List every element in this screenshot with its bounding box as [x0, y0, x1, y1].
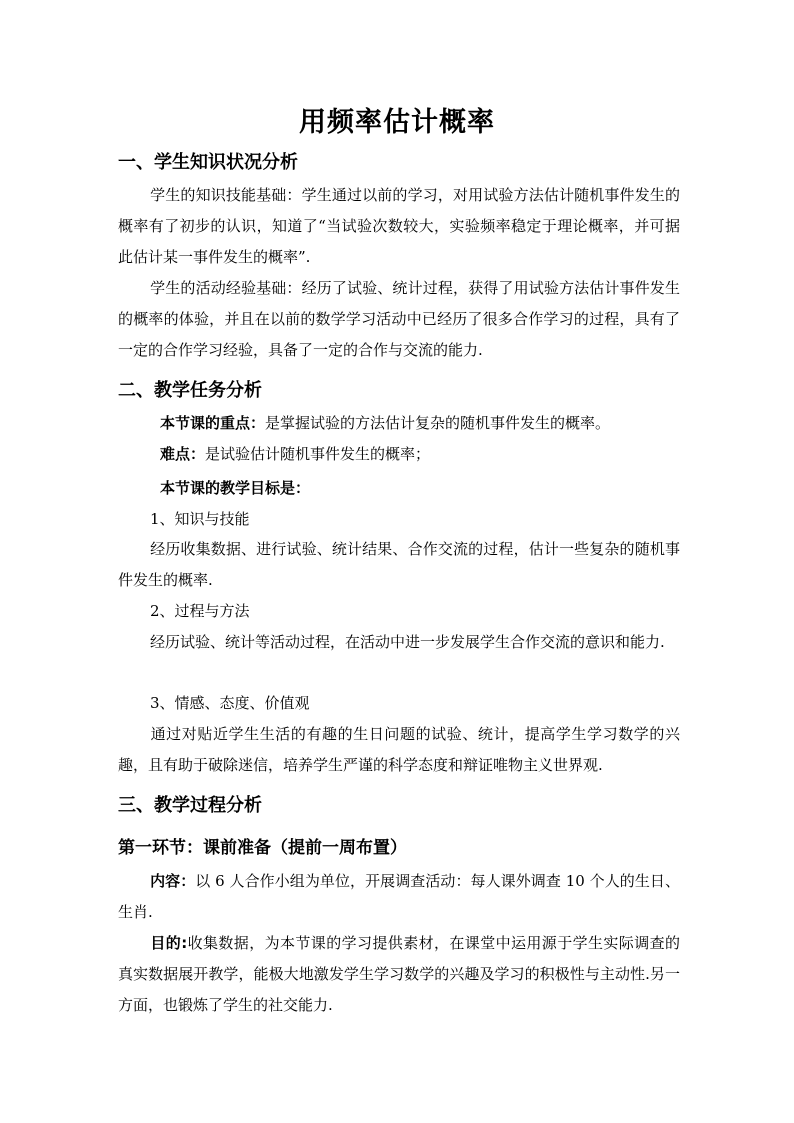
difficulty-label: 难点： — [160, 445, 206, 463]
paragraph-knowledge-skills — [118, 180, 680, 273]
purpose-text: 收集数据，为本节课的学习提供素材，在课堂中运用源于学生实际调查的真实数据展开教学，能极大地激发学生学习数学的兴趣及学习的积极性与主动性.另一方面，也锻炼了学生的社交能力. — [118, 934, 680, 1014]
content-text: 以 6 人合作小组为单位，开展调查活动：每人课外调查 10 个人的生日、生肖. — [118, 872, 680, 921]
goal-2-text — [118, 627, 680, 658]
content-label: 内容： — [150, 872, 196, 890]
purpose-paragraph — [118, 928, 680, 1021]
difficulty-text: 是试验估计随机事件发生的概率； — [205, 445, 431, 463]
goal-1-text — [118, 534, 680, 596]
difficulty-line — [160, 442, 722, 466]
focus-text: 是掌握试验的方法估计复杂的随机事件发生的概率。 — [265, 414, 611, 432]
paragraph-activity-experience — [118, 273, 680, 366]
section-heading-task: 二、教学任务分析 — [118, 380, 262, 401]
content-paragraph — [118, 866, 680, 928]
goals-label: 本节课的教学目标是： — [160, 479, 311, 497]
goal-3-text — [118, 719, 680, 781]
section-heading-knowledge: 一、学生知识状况分析 — [118, 152, 298, 173]
paragraph-text: 通过对贴近学生生活的有趣的生日问题的试验、统计，提高学生学习数学的兴趣，且有助于破除迷信，培养学生严谨的科学态度和辩证唯物主义世界观. — [118, 725, 680, 774]
section-heading-process: 三、教学过程分析 — [118, 795, 262, 816]
paragraph-text: 学生的活动经验基础：经历了试验、统计过程，获得了用试验方法估计事件发生的概率的体验，并且在以前的数学学习活动中已经历了很多合作学习的过程，具有了一定的合作学习经验，具备了一定的合作与交流的能力. — [118, 279, 680, 359]
paragraph-text: 经历收集数据、进行试验、统计结果、合作交流的过程，估计一些复杂的随机事件发生的概率. — [118, 540, 680, 589]
focus-line — [160, 411, 722, 435]
paragraph-text: 经历试验、统计等活动过程，在活动中进一步发展学生合作交流的意识和能力. — [150, 633, 665, 651]
purpose-label: 目的: — [150, 934, 188, 952]
goal-1-title: 1、知识与技能 — [150, 510, 250, 528]
paragraph-text: 学生的知识技能基础：学生通过以前的学习，对用试验方法估计随机事件发生的概率有了初步的认识，知道了“当试验次数较大，实验频率稳定于理论概率，并可据此估计某一事件发生的概率”. — [118, 186, 680, 266]
step-1-heading: 第一环节：课前准备（提前一周布置） — [118, 838, 407, 858]
document-title: 用频率估计概率 — [299, 107, 495, 138]
focus-label: 本节课的重点： — [160, 414, 266, 432]
goal-2-title: 2、过程与方法 — [150, 602, 250, 620]
goal-3-title: 3、情感、态度、价值观 — [150, 694, 310, 712]
